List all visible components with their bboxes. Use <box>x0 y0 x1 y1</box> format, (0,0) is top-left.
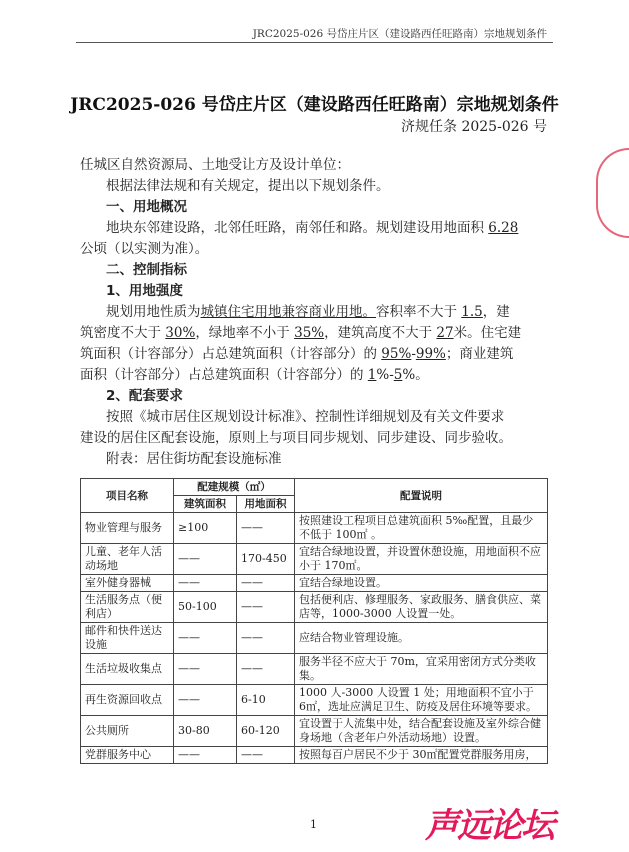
cell-desc: 宜结合绿地设置。 <box>295 575 548 592</box>
appendix-caption: 附表：居住街坊配套设施标准 <box>106 451 282 467</box>
paragraph-line: 面积（计容部分）占总建筑面积（计容部分）的 1%-5%。 <box>80 367 429 383</box>
cell-build: —— <box>174 575 237 592</box>
table-row <box>81 716 548 747</box>
cell-desc: 1000 人-3000 人设置 1 处；用地面积不宜小于 6㎡，选址应满足卫生、防疫及居住环境等要求。 <box>295 685 548 716</box>
cell-land: —— <box>237 513 295 544</box>
cell-land: —— <box>237 623 295 654</box>
paragraph-line: 按照《城市居住区规划设计标准》、控制性详细规划及有关文件要求 <box>106 409 505 425</box>
section-heading: 二、控制指标 <box>106 262 187 278</box>
page-number: 1 <box>310 818 317 831</box>
cell-name: 邮件和快件送达设施 <box>81 623 174 654</box>
table-row <box>81 685 548 716</box>
cell-build: ≥100 <box>174 513 237 544</box>
cell-name: 室外健身器械 <box>81 575 174 592</box>
watermark-logo: 声远论坛 <box>425 806 553 846</box>
table-row <box>81 513 548 544</box>
cell-desc: 服务半径不应大于 70m，宜采用密闭方式分类收集。 <box>295 654 548 685</box>
running-header: JRC2025-026 号岱庄片区（建设路西任旺路南）宗地规划条件 <box>252 28 547 40</box>
table-row <box>81 544 548 575</box>
cell-build: 30-80 <box>174 716 237 747</box>
cell-name: 儿童、老年人活动场地 <box>81 544 174 575</box>
addressee: 任城区自然资源局、土地受让方及设计单位： <box>80 157 350 173</box>
facilities-table <box>80 478 548 764</box>
table-row <box>81 623 548 654</box>
cell-build: —— <box>174 747 237 764</box>
cell-land: —— <box>237 575 295 592</box>
paragraph-line: 地块东邻建设路，北邻任旺路，南邻任和路。规划建设用地面积 6.28 <box>106 220 519 236</box>
cell-desc: 宜设置于人流集中处，结合配套设施及室外综合健身场地（含老年户外活动场地）设置。 <box>295 716 548 747</box>
cell-build: —— <box>174 654 237 685</box>
cell-desc: 包括便利店、修理服务、家政服务、膳食供应、菜店等，1000-3000 人设置一处。 <box>295 592 548 623</box>
cell-desc: 按照建设工程项目总建筑面积 5‰配置，且最少不低于 100㎡ 。 <box>295 513 548 544</box>
header-divider <box>76 42 553 43</box>
document-number: 济规任条 2025-026 号 <box>401 119 547 135</box>
paragraph-line: 公顷（以实测为准）。 <box>80 241 209 257</box>
cell-name: 生活服务点（便利店） <box>81 592 174 623</box>
paragraph-line: 筑密度不大于 30%，绿地率不小于 35%，建筑高度不大于 27米。住宅建 <box>80 325 522 341</box>
section-heading: 一、用地概况 <box>106 199 187 215</box>
land-area: 6.28 <box>488 220 519 236</box>
paragraph-line: 建设的居住区配套设施，原则上与项目同步规划、同步建设、同步验收。 <box>80 430 512 446</box>
cell-name: 公共厕所 <box>81 716 174 747</box>
table-row <box>81 575 548 592</box>
document-body <box>80 155 548 470</box>
header-name: 项目名称 <box>81 479 174 513</box>
cell-desc: 按照每百户居民不少于 30㎡配置党群服务用房， <box>295 747 548 764</box>
document-title: JRC2025-026 号岱庄片区（建设路西任旺路南）宗地规划条件 <box>70 95 559 115</box>
cell-desc: 应结合物业管理设施。 <box>295 623 548 654</box>
cell-name: 生活垃圾收集点 <box>81 654 174 685</box>
official-seal <box>596 148 629 238</box>
table-row <box>81 592 548 623</box>
cell-land: —— <box>237 654 295 685</box>
table-row <box>81 654 548 685</box>
header-land-area: 用地面积 <box>237 496 295 513</box>
cell-build: —— <box>174 623 237 654</box>
table-row <box>81 747 548 764</box>
intro: 根据法律法规和有关规定，提出以下规划条件。 <box>106 178 390 194</box>
paragraph-line: 规划用地性质为城镇住宅用地兼容商业用地。容积率不大于 1.5，建 <box>106 304 510 320</box>
cell-name: 党群服务中心 <box>81 747 174 764</box>
cell-desc: 宜结合绿地设置，并设置休憩设施，用地面积不应小于 170㎡。 <box>295 544 548 575</box>
cell-build: —— <box>174 544 237 575</box>
header-scale: 配建规模（㎡） <box>174 479 295 496</box>
header-desc: 配置说明 <box>295 479 548 513</box>
cell-land: —— <box>237 592 295 623</box>
paragraph-line: 筑面积（计容部分）占总建筑面积（计容部分）的 95%-99%；商业建筑 <box>80 346 514 362</box>
header-build-area: 建筑面积 <box>174 496 237 513</box>
cell-land: 170-450 <box>237 544 295 575</box>
far-value: 1.5 <box>461 304 483 320</box>
cell-land: —— <box>237 747 295 764</box>
subsection-heading: 2、配套要求 <box>106 388 183 404</box>
cell-build: —— <box>174 685 237 716</box>
cell-land: 6-10 <box>237 685 295 716</box>
land-use: 城镇住宅用地兼容商业用地。 <box>200 304 376 320</box>
cell-name: 物业管理与服务 <box>81 513 174 544</box>
cell-land: 60-120 <box>237 716 295 747</box>
cell-build: 50-100 <box>174 592 237 623</box>
subsection-heading: 1、用地强度 <box>106 283 183 299</box>
cell-name: 再生资源回收点 <box>81 685 174 716</box>
